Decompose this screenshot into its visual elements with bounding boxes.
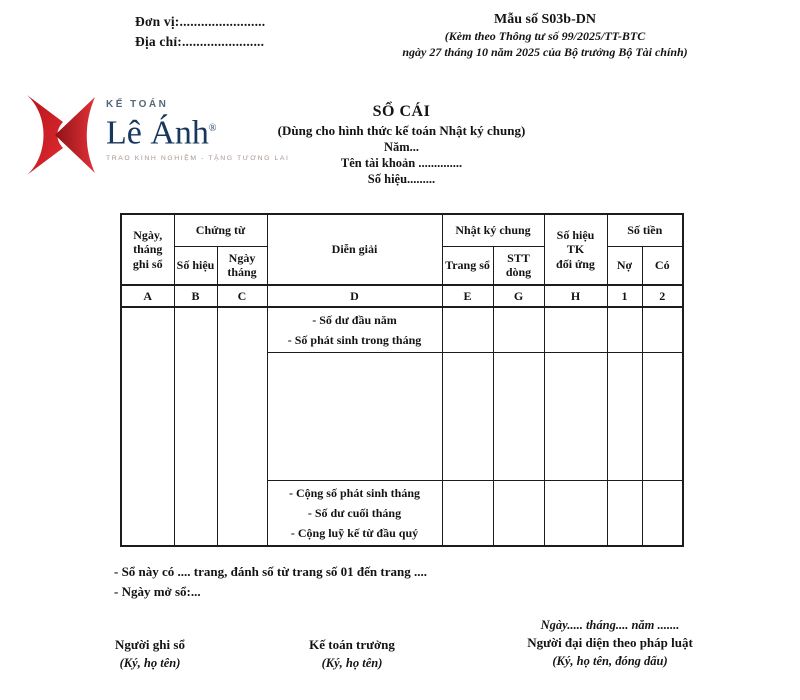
description-line: - Số phát sinh trong tháng [287,332,422,347]
col-header-amount-group: Số tiền [607,214,683,246]
col-header-date-recorded [121,214,174,285]
description-cell [267,480,442,546]
body-cell [607,480,642,546]
ledger-table [120,213,684,547]
signature-date-line: Ngày..... tháng.... năm ....... [540,618,680,632]
col-header-debit: Nợ [607,246,642,285]
body-cell [544,352,607,480]
column-letter: G [493,285,544,307]
body-cell [493,352,544,480]
body-cell-date-recorded [121,307,174,546]
title-block [120,103,683,187]
signature-chief-accountant [262,636,442,672]
description-cell [267,352,442,480]
document-subtitle: (Dùng cho hình thức kế toán Nhật ký chung) [277,123,526,138]
header-line: ghi sổ [132,256,163,271]
logo-mark-icon [25,93,97,177]
description-line: - Số dư đầu năm [312,312,397,327]
account-name-line: Tên tài khoản .............. [340,156,463,170]
description-cell [267,307,442,352]
signature-subtitle: (Ký, họ tên) [119,656,181,670]
description-line: - Cộng số phát sinh tháng [288,485,421,500]
signature-title: Kế toán trưởng [309,637,395,652]
body-cell [442,480,493,546]
column-letter: A [121,285,174,307]
logo-kicker: KẾ TOÁN [106,99,169,110]
column-letter: E [442,285,493,307]
header-line: TK [566,242,585,257]
col-header-journal-page: Trang sổ [442,246,493,285]
signature-subtitle: (Ký, họ tên, đóng dấu) [552,654,668,668]
body-cell-voucher-date [217,307,267,546]
body-cell [544,480,607,546]
column-letter: B [174,285,217,307]
col-header-journal-line: STT dòng [493,246,544,285]
open-date-note: - Ngày mở sổ:... [114,584,201,599]
registered-mark-icon: ® [208,123,217,134]
col-header-voucher-group: Chứng từ [174,214,267,246]
body-cell [493,307,544,352]
body-cell [493,480,544,546]
body-cell-voucher-no [174,307,217,546]
form-note-2: ngày 27 tháng 10 năm 2025 của Bộ trưởng Bộ Tài chính) [402,45,688,59]
body-cell [544,307,607,352]
header-line: Số hiệu [556,227,595,242]
year-line: Năm... [383,140,420,154]
signature-bookkeeper [60,636,240,672]
header-line: tháng [133,242,163,257]
form-number: Mẫu số S03b-DN [494,12,596,27]
form-note-1: (Kèm theo Thông tư số 99/2025/TT-BTC [444,29,646,43]
form-number-block [370,12,720,60]
signature-legal-representative [470,616,750,670]
column-letter: H [544,285,607,307]
col-header-journal-group: Nhật ký chung [442,214,544,246]
col-header-credit: Có [642,246,683,285]
logo-tagline: TRAO KINH NGHIỆM - TẶNG TƯƠNG LAI [106,155,290,163]
description-line: - Cộng luỹ kế từ đầu quý [290,525,419,540]
document-title: SỔ CÁI [372,103,431,120]
signature-title: Người ghi sổ [115,637,185,652]
body-cell [607,307,642,352]
column-letter-row [121,285,683,307]
column-letter: C [217,285,267,307]
body-cell [442,307,493,352]
body-cell [642,307,683,352]
body-cell [442,352,493,480]
description-line: - Số dư cuối tháng [307,505,402,520]
column-letter: 2 [642,285,683,307]
signature-subtitle: (Ký, họ tên) [321,656,383,670]
logo-brand-text: Lê Ánh [106,114,209,152]
signature-title: Người đại diện theo pháp luật [527,635,693,650]
col-header-voucher-no: Số hiệu [174,246,217,285]
col-header-counter-account [544,214,607,285]
header-line: đối ứng [556,256,595,271]
column-letter: 1 [607,285,642,307]
body-cell [642,480,683,546]
body-cell [642,352,683,480]
table-row-opening [121,307,683,352]
unit-line: Đơn vị:........................ [135,14,266,29]
page-count-note: - Sổ này có .... trang, đánh số từ trang số 01 đến trang .... [114,564,427,579]
unit-block [135,12,265,52]
body-cell [607,352,642,480]
col-header-voucher-date: Ngày tháng [217,246,267,285]
column-letter: D [267,285,442,307]
account-number-line: Số hiệu......... [367,172,436,186]
header-line: Ngày, [133,227,163,242]
col-header-description: Diễn giải [267,214,442,285]
address-line: Địa chỉ:....................... [135,34,265,49]
footer-notes [114,562,427,602]
